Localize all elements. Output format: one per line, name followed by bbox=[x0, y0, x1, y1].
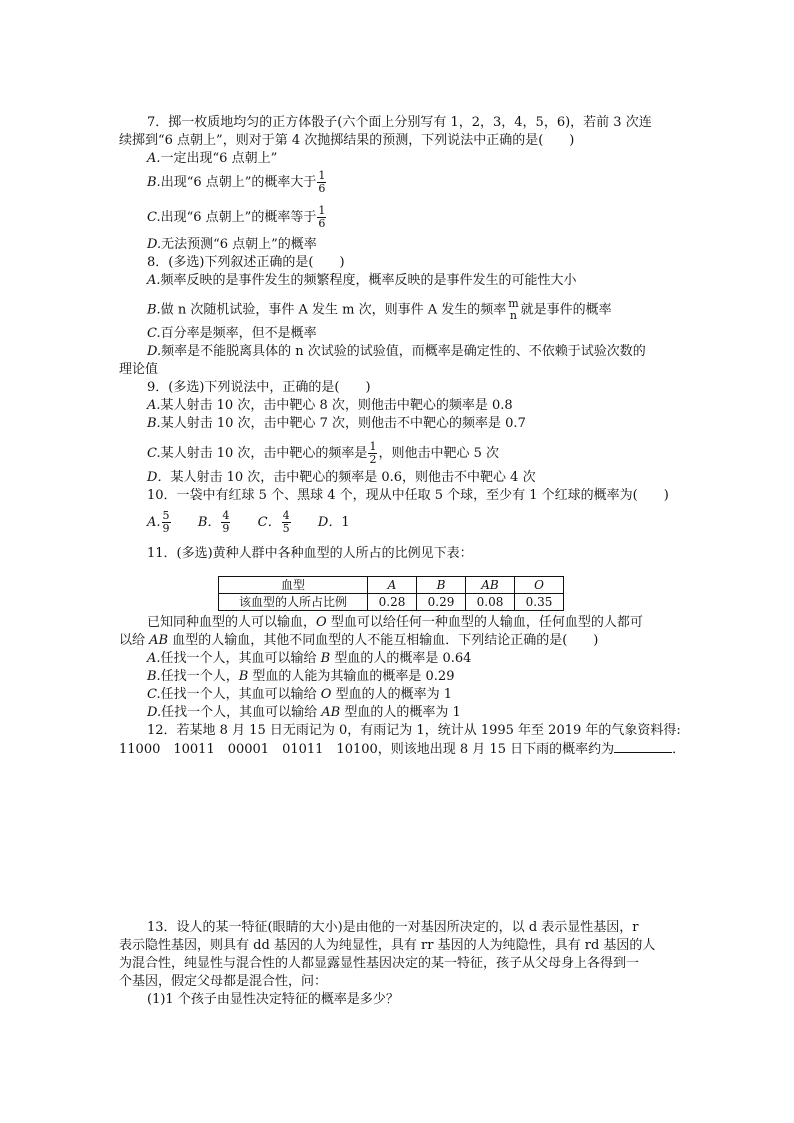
fraction bbox=[162, 510, 171, 535]
option-letter: D. bbox=[147, 237, 162, 252]
q7-option-c bbox=[147, 205, 327, 230]
blood-type: AB bbox=[321, 705, 341, 720]
q11-option-d bbox=[147, 704, 461, 722]
table-header-cell: A bbox=[368, 577, 417, 594]
option-text: 频率反映的是事件发生的频繁程度，概率反映的是事件发生的可能性大小 bbox=[160, 273, 577, 288]
q12-stem-line1: 12．若某地 8 月 15 日无雨记为 0，有雨记为 1，统计从 1995 年至 2019 年的气象资料得: bbox=[147, 723, 681, 738]
fraction-numerator: 1 bbox=[369, 440, 377, 453]
option-text: ，则他击中靶心 5 次 bbox=[378, 446, 499, 461]
option-letter: D. bbox=[147, 344, 162, 359]
q13-sub-question-1: (1)1 个孩子由显性决定特征的概率是多少？ bbox=[147, 992, 399, 1007]
table-header-cell: 血型 bbox=[219, 577, 368, 594]
option-text: 某人射击 10 次，击中靶心 7 次，则他击不中靶心的频率是 0.7 bbox=[160, 416, 526, 431]
table-cell: 0.35 bbox=[515, 594, 564, 611]
q7-option-a bbox=[147, 150, 277, 168]
text: 型血可以给任何一种血型的人输血，任何血型的人都可 bbox=[326, 615, 643, 630]
fraction-denominator: 2 bbox=[369, 453, 377, 466]
option-letter: B. bbox=[147, 175, 161, 190]
option-text: 某人射击 10 次，击中靶心的频率是 bbox=[160, 446, 368, 461]
option-text: 频率是不能脱离具体的 n 次试验的试验值，而概率是确定性的、不依赖于试验次数的 bbox=[161, 344, 646, 359]
option-text: 做 n 次随机试验，事件 A 发生 m 次，则事件 A 发生的频率 bbox=[160, 302, 507, 318]
option-letter: D． bbox=[147, 470, 171, 485]
text: 以给 bbox=[119, 633, 150, 648]
fraction-numerator: 1 bbox=[318, 204, 326, 217]
option-text: 出现“6 点朝上”的概率等于 bbox=[160, 210, 317, 225]
option-letter: A. bbox=[147, 515, 161, 530]
fraction bbox=[221, 510, 230, 535]
fraction-numerator: 1 bbox=[318, 169, 326, 182]
q13-stem-line2: 表示隐性基因，则具有 dd 基因的人为纯显性，具有 rr 基因的人为纯隐性，具有 rd 基因的人 bbox=[119, 938, 656, 953]
fraction-denominator: 9 bbox=[162, 522, 170, 535]
q9-stem: 9．(多选)下列说法中，正确的是( ) bbox=[147, 380, 371, 395]
option-letter: B. bbox=[147, 302, 161, 318]
table-cell: 0.28 bbox=[368, 594, 417, 611]
table-header-cell: B bbox=[417, 577, 466, 594]
q13-stem-line3: 为混合性，纯显性与混合性的人都显露显性基因决定的某一特征，孩子从父母身上各得到一 bbox=[119, 956, 640, 971]
option-text: 某人射击 10 次，击中靶心的频率是 0.6，则他击不中靶心 4 次 bbox=[170, 470, 536, 485]
q8-option-c bbox=[147, 325, 317, 343]
option-text: 无法预测“6 点朝上”的概率 bbox=[161, 237, 317, 252]
option-text: 1 bbox=[341, 515, 350, 530]
fraction-denominator: n bbox=[509, 309, 517, 322]
fraction-numerator: 4 bbox=[282, 509, 290, 522]
q11-para-line2 bbox=[119, 632, 598, 650]
option-letter: B. bbox=[147, 669, 161, 684]
option-text: 百分率是频率，但不是概率 bbox=[160, 326, 317, 341]
option-text: 一定出现“6 点朝上” bbox=[160, 151, 278, 166]
q8-stem: 8．(多选)下列叙述正确的是( ) bbox=[147, 255, 345, 270]
fraction-numerator: m bbox=[508, 297, 519, 310]
table-row bbox=[219, 577, 564, 594]
option-text: 就是事件的概率 bbox=[520, 302, 612, 318]
fraction bbox=[368, 441, 377, 466]
option-letter: C． bbox=[257, 515, 281, 530]
fraction-denominator: 6 bbox=[318, 217, 326, 230]
option-letter: C. bbox=[147, 326, 161, 341]
table-header-cell: O bbox=[515, 577, 564, 594]
q10-options bbox=[147, 510, 350, 535]
q11-para-line1 bbox=[147, 614, 643, 632]
blood-type: O bbox=[320, 687, 332, 702]
table-cell: 该血型的人所占比例 bbox=[219, 594, 368, 611]
blood-type-table bbox=[218, 576, 564, 611]
option-letter: D. bbox=[147, 705, 162, 720]
q7-stem-line2: 续掷到“6 点朝上”，则对于第 4 次抛掷结果的预测，下列说法中正确的是( ) bbox=[119, 133, 575, 148]
q11-option-c bbox=[147, 686, 452, 704]
fraction bbox=[282, 510, 291, 535]
q12-stem-line2 bbox=[119, 740, 685, 759]
q9-option-c bbox=[147, 441, 499, 466]
option-text: 型血的人的概率为 1 bbox=[340, 705, 461, 720]
option-text: 任找一个人，其血可以输给 bbox=[161, 705, 322, 720]
table-header-cell: AB bbox=[466, 577, 515, 594]
option-letter: C. bbox=[147, 687, 161, 702]
table-row bbox=[219, 594, 564, 611]
option-text: 任找一个人，其血可以输给 bbox=[160, 687, 321, 702]
q13-stem-line4: 个基因，假定父母都是混合性，问： bbox=[119, 974, 328, 989]
q8-option-d-cont: 理论值 bbox=[119, 362, 159, 377]
text: 已知同种血型的人可以输血， bbox=[147, 615, 317, 630]
option-text: 某人射击 10 次，击中靶心 8 次，则他击中靶心的频率是 0.8 bbox=[160, 398, 513, 413]
q9-option-d bbox=[147, 469, 536, 487]
blood-type: B bbox=[238, 669, 249, 684]
q8-option-a bbox=[147, 272, 577, 290]
option-text: 出现“6 点朝上”的概率大于 bbox=[160, 175, 317, 190]
q8-option-b bbox=[147, 298, 612, 322]
fraction-numerator: 4 bbox=[222, 509, 230, 522]
option-text: 任找一个人，其血可以输给 bbox=[160, 651, 321, 666]
q8-option-d bbox=[147, 343, 646, 361]
text: 血型的人输血，其他不同血型的人不能互相输血．下列结论正确的是( ) bbox=[168, 633, 599, 648]
fraction-denominator: 9 bbox=[222, 522, 230, 535]
q10-stem: 10．一袋中有红球 5 个、黑球 4 个，现从中任取 5 个球，至少有 1 个红球的概率为( ) bbox=[147, 488, 669, 503]
table-cell: 0.08 bbox=[466, 594, 515, 611]
blood-type: O bbox=[316, 615, 327, 630]
blood-type: AB bbox=[149, 633, 169, 648]
fraction bbox=[317, 170, 326, 195]
option-letter: C. bbox=[147, 210, 161, 225]
answer-blank[interactable] bbox=[614, 740, 672, 753]
q11-stem: 11．(多选)黄种人群中各种血型的人所占的比例见下表： bbox=[147, 546, 473, 561]
blood-type: B bbox=[320, 651, 331, 666]
q7-option-d bbox=[147, 236, 317, 254]
option-letter: A. bbox=[147, 398, 161, 413]
option-text: 型血的人的概率是 0.64 bbox=[330, 651, 472, 666]
option-text: 型血的人能为其输血的概率是 0.29 bbox=[248, 669, 455, 684]
option-text: 任找一个人， bbox=[160, 669, 239, 684]
q9-option-b bbox=[147, 415, 526, 433]
fraction bbox=[507, 298, 519, 322]
text: 11000 10011 00001 01011 10100，则该地出现 8 月 15 日下雨的概率约为 bbox=[119, 742, 615, 757]
option-letter: D． bbox=[317, 515, 342, 530]
text: ． bbox=[672, 742, 686, 757]
fraction-denominator: 5 bbox=[282, 522, 290, 535]
option-letter: A. bbox=[147, 151, 161, 166]
q7-stem-line1: 7．掷一枚质地均匀的正方体骰子(六个面上分别写有 1，2，3，4，5，6)，若前 3 次连 bbox=[147, 115, 652, 130]
q9-option-a bbox=[147, 397, 513, 415]
option-letter: B． bbox=[197, 515, 221, 530]
option-text: 型血的人的概率为 1 bbox=[331, 687, 452, 702]
q7-option-b bbox=[147, 170, 327, 195]
table-cell: 0.29 bbox=[417, 594, 466, 611]
q13-stem-line1: 13．设人的某一特征(眼睛的大小)是由他的一对基因所决定的，以 d 表示显性基因，r bbox=[147, 920, 639, 935]
q11-option-a bbox=[147, 650, 471, 668]
option-letter: A. bbox=[147, 651, 161, 666]
option-letter: C. bbox=[147, 446, 161, 461]
fraction bbox=[317, 205, 326, 230]
fraction-denominator: 6 bbox=[318, 182, 326, 195]
fraction-numerator: 5 bbox=[162, 509, 170, 522]
option-letter: A. bbox=[147, 273, 161, 288]
q11-option-b bbox=[147, 668, 454, 686]
option-letter: B. bbox=[147, 416, 161, 431]
